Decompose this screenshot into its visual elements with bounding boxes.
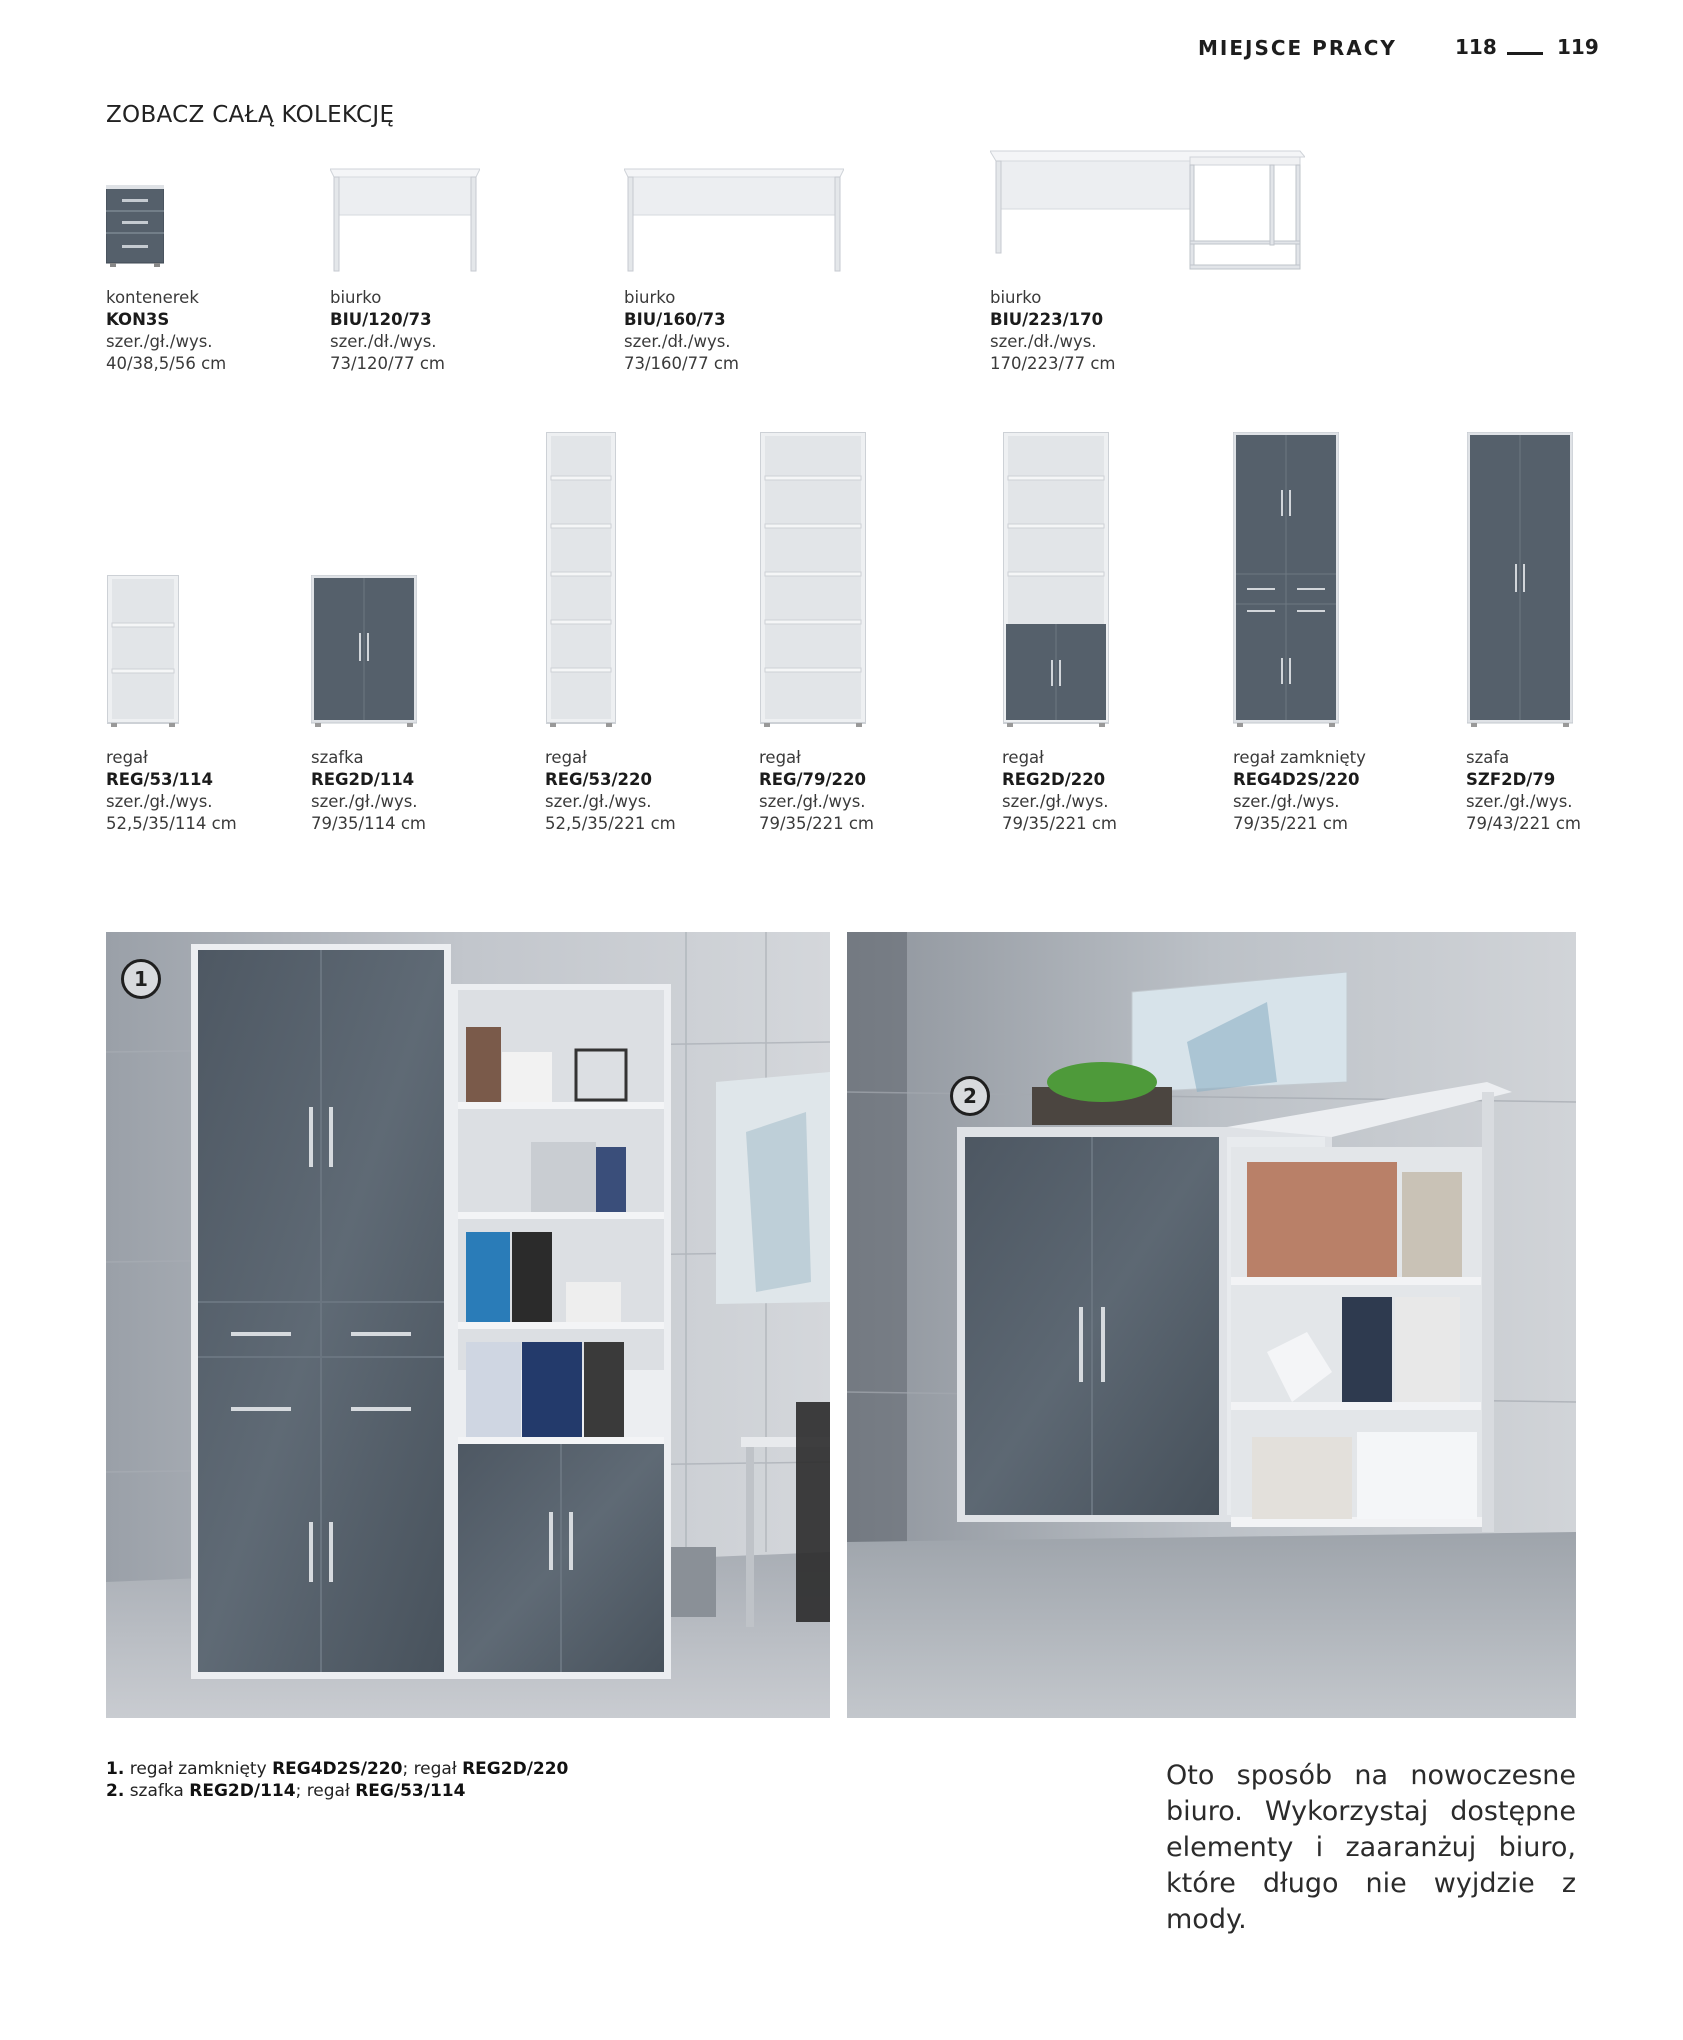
product-card-reg2d-220 xyxy=(1002,747,1117,835)
interior-photo-1 xyxy=(106,932,830,1718)
product-card-biu-223 xyxy=(990,287,1116,375)
product-code: REG/53/220 xyxy=(545,770,652,789)
product-code: REG/53/114 xyxy=(106,770,213,789)
product-code: BIU/223/170 xyxy=(990,310,1104,329)
product-type: regał zamknięty xyxy=(1233,748,1366,767)
biurko-223-image xyxy=(990,147,1305,272)
page-number-divider xyxy=(1507,52,1543,55)
product-type: regał xyxy=(759,748,801,767)
product-dims: 79/35/221 cm xyxy=(759,814,874,833)
product-dims-label: szer./dł./wys. xyxy=(990,332,1097,351)
caption-code: REG2D/220 xyxy=(462,1759,569,1779)
interior-photo-2 xyxy=(847,932,1576,1718)
page-number-right: 119 xyxy=(1557,35,1599,59)
product-card-kon3s xyxy=(106,287,226,375)
caption-separator: ; regał xyxy=(295,1781,356,1801)
biurko-160-image xyxy=(624,165,844,273)
product-dims: 79/43/221 cm xyxy=(1466,814,1581,833)
product-code: KON3S xyxy=(106,310,170,329)
caption-separator: ; regał xyxy=(402,1759,463,1779)
caption-code: REG4D2S/220 xyxy=(272,1759,403,1779)
product-dims-label: szer./gł./wys. xyxy=(759,792,866,811)
product-dims-label: szer./gł./wys. xyxy=(545,792,652,811)
caption-text: regał zamknięty xyxy=(129,1759,273,1779)
section-title: MIEJSCE PRACY xyxy=(1198,36,1397,60)
product-dims: 170/223/77 cm xyxy=(990,354,1116,373)
reg-53-220-image xyxy=(546,432,616,727)
product-code: REG2D/114 xyxy=(311,770,415,789)
photo-badge-2: 2 xyxy=(950,1076,990,1116)
product-dims-label: szer./gł./wys. xyxy=(1466,792,1573,811)
product-dims: 40/38,5/56 cm xyxy=(106,354,227,373)
product-type: biurko xyxy=(624,288,676,307)
product-card-reg-79-220 xyxy=(759,747,874,835)
product-dims: 73/160/77 cm xyxy=(624,354,739,373)
product-code: REG2D/220 xyxy=(1002,770,1106,789)
caption-code: REG2D/114 xyxy=(189,1781,296,1801)
product-dims: 79/35/221 cm xyxy=(1002,814,1117,833)
product-dims: 79/35/114 cm xyxy=(311,814,426,833)
caption-code: REG/53/114 xyxy=(355,1781,466,1801)
product-dims: 52,5/35/114 cm xyxy=(106,814,237,833)
product-card-reg-53-220 xyxy=(545,747,676,835)
photo-badge-1: 1 xyxy=(121,959,161,999)
product-dims-label: szer./gł./wys. xyxy=(106,332,213,351)
product-code: SZF2D/79 xyxy=(1466,770,1556,789)
product-dims-label: szer./dł./wys. xyxy=(624,332,731,351)
product-type: regał xyxy=(106,748,148,767)
reg-53-114-image xyxy=(107,575,179,727)
product-dims-label: szer./gł./wys. xyxy=(1002,792,1109,811)
reg2d-114-image xyxy=(311,575,417,727)
product-code: REG/79/220 xyxy=(759,770,866,789)
reg-79-220-image xyxy=(760,432,866,727)
caption-number: 2. xyxy=(106,1781,125,1801)
product-dims-label: szer./dł./wys. xyxy=(330,332,437,351)
caption-line-2 xyxy=(106,1780,568,1802)
product-card-biu-160 xyxy=(624,287,739,375)
product-dims: 52,5/35/221 cm xyxy=(545,814,676,833)
tagline-paragraph: Oto sposób na nowoczesne biuro. Wykorzystaj dostępne elementy i zaaranżuj biuro, które długo nie wyjdzie z mody. xyxy=(1166,1760,1576,1935)
product-dims: 79/35/221 cm xyxy=(1233,814,1348,833)
product-card-reg-53-114 xyxy=(106,747,237,835)
product-type: szafa xyxy=(1466,748,1510,767)
product-dims-label: szer./gł./wys. xyxy=(1233,792,1340,811)
product-type: kontenerek xyxy=(106,288,199,307)
caption-number: 1. xyxy=(106,1759,125,1779)
product-type: regał xyxy=(1002,748,1044,767)
product-dims-label: szer./gł./wys. xyxy=(311,792,418,811)
product-dims: 73/120/77 cm xyxy=(330,354,445,373)
photo-captions xyxy=(106,1758,568,1802)
product-card-biu-120 xyxy=(330,287,445,375)
product-type: biurko xyxy=(330,288,382,307)
caption-line-1 xyxy=(106,1758,568,1780)
product-type: regał xyxy=(545,748,587,767)
product-code: BIU/120/73 xyxy=(330,310,432,329)
biurko-120-image xyxy=(330,165,480,273)
product-code: BIU/160/73 xyxy=(624,310,726,329)
product-code: REG4D2S/220 xyxy=(1233,770,1360,789)
collection-title: ZOBACZ CAŁĄ KOLEKCJĘ xyxy=(106,102,395,128)
szf2d-79-image xyxy=(1467,432,1573,727)
caption-text: szafka xyxy=(129,1781,190,1801)
product-card-reg4d2s-220 xyxy=(1233,747,1366,835)
product-card-szf2d-79 xyxy=(1466,747,1581,835)
product-type: szafka xyxy=(311,748,364,767)
product-dims-label: szer./gł./wys. xyxy=(106,792,213,811)
kontenerek-image xyxy=(106,185,164,267)
page-number-left: 118 xyxy=(1455,35,1497,59)
reg4d2s-220-image xyxy=(1233,432,1339,727)
reg2d-220-image xyxy=(1003,432,1109,727)
product-card-reg2d-114 xyxy=(311,747,426,835)
product-type: biurko xyxy=(990,288,1042,307)
